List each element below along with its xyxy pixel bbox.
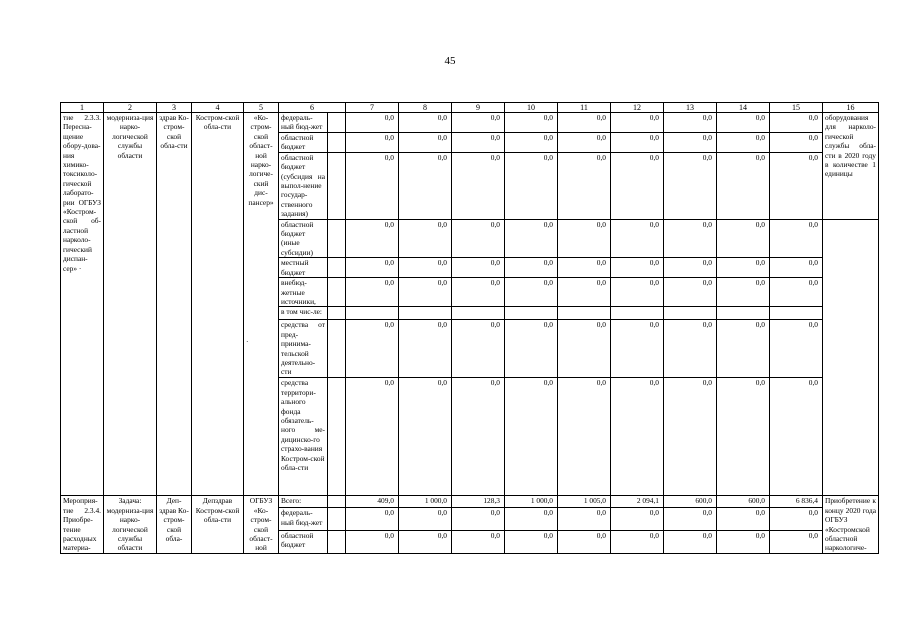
header-cell: 10 — [505, 103, 558, 113]
header-cell: 3 — [157, 103, 192, 113]
value-cell: 0,0 — [452, 530, 505, 553]
empty-cell — [328, 133, 346, 153]
value-cell: 0,0 — [505, 378, 558, 496]
block1-col3-text: здрав Ко-стром-ской обла-сти — [159, 113, 189, 151]
header-cell: 15 — [770, 103, 823, 113]
block1-result-cell: оборудования для нарколо-гической службы обла-сти в 2020 году в количестве 1 единицы — [823, 113, 879, 220]
value-cell: 0,0 — [505, 113, 558, 133]
header-row — [61, 103, 879, 113]
value-cell — [346, 307, 399, 320]
stray-mark: · — [246, 337, 249, 347]
block2-col3-cell — [157, 496, 192, 553]
value-cell: 0,0 — [717, 278, 770, 307]
value-cell: 0,0 — [505, 278, 558, 307]
block2-col5-cell — [244, 496, 279, 553]
value-cell: 0,0 — [399, 113, 452, 133]
value-cell: 0,0 — [611, 113, 664, 133]
row-label: средства территори-ального фонда обязатель-ного ме-дицинско-го страхо-вания Костром-ской обла-сти — [279, 378, 328, 496]
value-cell: 0,0 — [664, 508, 717, 531]
value-cell: 1 005,0 — [558, 496, 611, 508]
value-cell: 0,0 — [664, 530, 717, 553]
value-cell: 0,0 — [770, 508, 823, 531]
value-cell: 0,0 — [346, 530, 399, 553]
block1-col2-text: модерниза-ция нарко-логической службы области — [106, 113, 154, 160]
page-number: 45 — [444, 55, 456, 67]
value-cell: 6 836,4 — [770, 496, 823, 508]
value-cell: 0,0 — [346, 113, 399, 133]
value-cell: 0,0 — [399, 152, 452, 219]
empty-cell — [328, 258, 346, 278]
value-cell: 0,0 — [346, 378, 399, 496]
header-cell: 11 — [558, 103, 611, 113]
value-cell: 0,0 — [452, 113, 505, 133]
block1-col4-text: Костром-ской обла-сти — [195, 113, 240, 132]
value-cell: 0,0 — [452, 219, 505, 258]
row-label: областной бюджет — [279, 530, 328, 553]
value-cell: 0,0 — [664, 378, 717, 496]
value-cell: 0,0 — [505, 219, 558, 258]
header-cell: 2 — [104, 103, 157, 113]
row-label: областной бюджет (субсидия на выпол-нение государ-ственного задания) — [279, 152, 328, 219]
value-cell: 0,0 — [505, 133, 558, 153]
value-cell: 0,0 — [452, 320, 505, 378]
value-cell: 2 094,1 — [611, 496, 664, 508]
value-cell: 0,0 — [770, 378, 823, 496]
table-row — [61, 496, 879, 508]
value-cell: 0,0 — [717, 219, 770, 258]
value-cell: 0,0 — [399, 530, 452, 553]
value-cell — [558, 307, 611, 320]
value-cell: 0,0 — [611, 152, 664, 219]
value-cell: 0,0 — [770, 320, 823, 378]
value-cell: 0,0 — [558, 133, 611, 153]
row-label: местный бюджет — [279, 258, 328, 278]
block2-col2-text: Задача: модерниза-ция нарко-логической службы области — [106, 496, 154, 553]
value-cell: 0,0 — [664, 113, 717, 133]
row-label: средства от пред-принима-тельской деятельно-сти — [279, 320, 328, 378]
value-cell: 0,0 — [611, 508, 664, 531]
value-cell: 0,0 — [664, 278, 717, 307]
value-cell: 0,0 — [558, 378, 611, 496]
header-cell: 13 — [664, 103, 717, 113]
value-cell: 0,0 — [558, 219, 611, 258]
value-cell: 0,0 — [611, 219, 664, 258]
value-cell: 0,0 — [505, 320, 558, 378]
value-cell: 0,0 — [611, 320, 664, 378]
header-cell: 7 — [346, 103, 399, 113]
header-cell: 5 — [244, 103, 279, 113]
value-cell: 1 000,0 — [505, 496, 558, 508]
value-cell: 0,0 — [346, 278, 399, 307]
row-label: в том чис-ле: — [279, 307, 328, 320]
empty-cell — [328, 113, 346, 133]
value-cell: 0,0 — [452, 133, 505, 153]
row-label: внебюд-жетные источники, — [279, 278, 328, 307]
value-cell: 0,0 — [452, 378, 505, 496]
value-cell: 0,0 — [717, 378, 770, 496]
empty-cell — [328, 320, 346, 378]
header-cell: 4 — [192, 103, 244, 113]
value-cell: 0,0 — [611, 133, 664, 153]
value-cell: 0,0 — [611, 258, 664, 278]
value-cell: 0,0 — [505, 508, 558, 531]
value-cell — [452, 307, 505, 320]
value-cell: 0,0 — [346, 133, 399, 153]
value-cell: 0,0 — [664, 152, 717, 219]
value-cell: 0,0 — [770, 133, 823, 153]
value-cell: 0,0 — [399, 258, 452, 278]
value-cell: 0,0 — [611, 378, 664, 496]
value-cell: 0,0 — [399, 219, 452, 258]
value-cell: 0,0 — [346, 258, 399, 278]
value-cell: 0,0 — [399, 133, 452, 153]
row-label: Всего: — [279, 496, 328, 508]
row-label: федераль-ный бюд-жет — [279, 113, 328, 133]
value-cell — [717, 307, 770, 320]
value-cell: 0,0 — [452, 152, 505, 219]
program-table — [60, 102, 879, 554]
value-cell: 0,0 — [399, 320, 452, 378]
value-cell: 0,0 — [558, 113, 611, 133]
header-cell: 8 — [399, 103, 452, 113]
block2-col2-cell — [104, 496, 157, 553]
empty-cell — [328, 496, 346, 508]
block1-col4-cell — [192, 113, 244, 496]
empty-cell — [328, 152, 346, 219]
value-cell: 0,0 — [558, 152, 611, 219]
block2-col1-text: Мероприя-тие 2.3.4. Приобре-тение расходных материа- — [63, 496, 101, 553]
value-cell: 0,0 — [452, 258, 505, 278]
block2-col4-cell — [192, 496, 244, 553]
header-cell: 12 — [611, 103, 664, 113]
header-cell: 6 — [279, 103, 346, 113]
block1-col5-cell — [244, 113, 279, 496]
value-cell: 0,0 — [558, 530, 611, 553]
header-cell: 9 — [452, 103, 505, 113]
value-cell: 0,0 — [717, 258, 770, 278]
value-cell: 0,0 — [505, 530, 558, 553]
value-cell: 0,0 — [346, 152, 399, 219]
value-cell: 0,0 — [505, 258, 558, 278]
value-cell: 0,0 — [717, 508, 770, 531]
header-cell: 14 — [717, 103, 770, 113]
block1-col1-text: тие 2.3.3. Пересна-щение обору-дова-ния химико-токсиколо-гической лаборато-рии ОГБУЗ «Костром-ской об-ластной нарколо-гический диспан-сер» · — [63, 113, 101, 273]
value-cell: 0,0 — [664, 258, 717, 278]
table-row — [61, 113, 879, 133]
row-label: федераль-ный бюд-жет — [279, 508, 328, 531]
empty-cell — [328, 378, 346, 496]
row-label: областной бюджет (иные субсидии) — [279, 219, 328, 258]
header-cell: 16 — [823, 103, 879, 113]
value-cell — [664, 307, 717, 320]
value-cell: 0,0 — [770, 278, 823, 307]
result-empty-cell — [823, 219, 879, 496]
value-cell: 0,0 — [770, 113, 823, 133]
value-cell — [505, 307, 558, 320]
value-cell — [611, 307, 664, 320]
value-cell: 0,0 — [399, 378, 452, 496]
value-cell — [399, 307, 452, 320]
value-cell: 0,0 — [770, 530, 823, 553]
block2-col3-text: Деп-здрав Ко-стром-ской обла- — [159, 496, 189, 543]
value-cell: 128,3 — [452, 496, 505, 508]
value-cell: 0,0 — [452, 508, 505, 531]
value-cell: 0,0 — [558, 508, 611, 531]
block1-col2-cell — [104, 113, 157, 496]
block2-col5-text: ОГБУЗ «Ко-стром-ской област-ной — [249, 496, 273, 553]
value-cell: 0,0 — [346, 508, 399, 531]
value-cell: 0,0 — [346, 320, 399, 378]
value-cell: 0,0 — [399, 508, 452, 531]
block1-col1-cell — [61, 113, 104, 496]
block2-result-cell: Приобретение к концу 2020 года ОГБУЗ «Костромской областной наркологиче- — [823, 496, 879, 553]
value-cell: 0,0 — [611, 530, 664, 553]
value-cell: 1 000,0 — [399, 496, 452, 508]
value-cell: 0,0 — [558, 320, 611, 378]
value-cell: 0,0 — [558, 278, 611, 307]
value-cell: 0,0 — [717, 152, 770, 219]
value-cell: 0,0 — [611, 278, 664, 307]
row-label: областной бюджет — [279, 133, 328, 153]
header-cell: 1 — [61, 103, 104, 113]
value-cell: 0,0 — [717, 113, 770, 133]
value-cell: 0,0 — [664, 133, 717, 153]
value-cell: 0,0 — [770, 219, 823, 258]
value-cell: 0,0 — [770, 258, 823, 278]
empty-cell — [328, 530, 346, 553]
value-cell: 409,0 — [346, 496, 399, 508]
value-cell: 0,0 — [770, 152, 823, 219]
value-cell: 0,0 — [505, 152, 558, 219]
value-cell — [770, 307, 823, 320]
block1-col3-cell — [157, 113, 192, 496]
value-cell: 0,0 — [664, 320, 717, 378]
empty-cell — [328, 508, 346, 531]
empty-cell — [328, 307, 346, 320]
value-cell: 600,0 — [664, 496, 717, 508]
value-cell: 0,0 — [717, 320, 770, 378]
value-cell: 0,0 — [452, 278, 505, 307]
block2-col1-cell — [61, 496, 104, 553]
empty-cell — [328, 219, 346, 258]
value-cell: 0,0 — [399, 278, 452, 307]
value-cell: 0,0 — [717, 530, 770, 553]
value-cell: 0,0 — [558, 258, 611, 278]
block1-col5-text: «Ко-стром-ской област-ной нарко-логиче-ский дис-пансер» — [248, 113, 274, 207]
value-cell: 0,0 — [717, 133, 770, 153]
empty-cell — [328, 278, 346, 307]
value-cell: 0,0 — [346, 219, 399, 258]
block2-col4-text: Депздрав Костром-ской обла-сти — [195, 496, 240, 525]
value-cell: 0,0 — [664, 219, 717, 258]
value-cell: 600,0 — [717, 496, 770, 508]
